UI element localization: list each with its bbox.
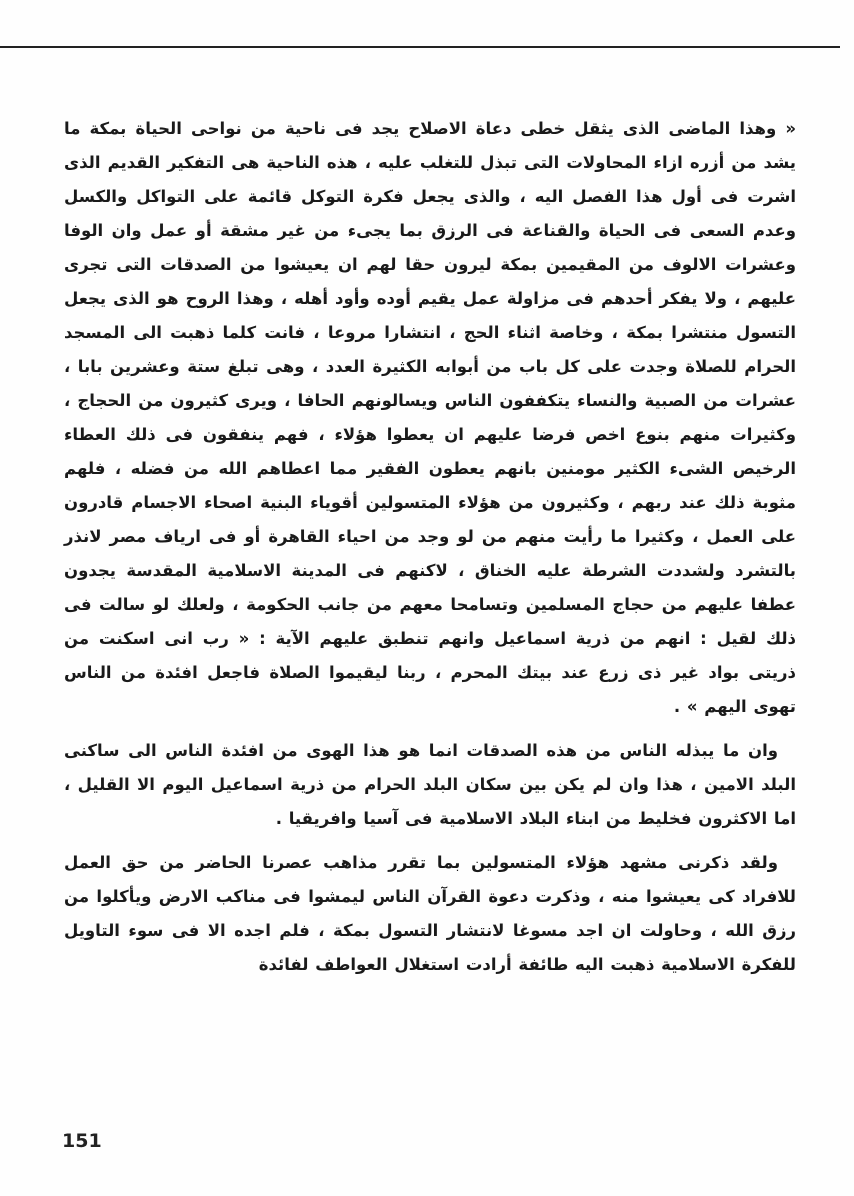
page-number: 151 [62,1130,102,1152]
paragraph-1: « وهذا الماضى الذى يثقل خطى دعاة الاصلاح يجد فى ناحية من نواحى الحياة بمكة ما يشد من أزره ازاء المحاولات التى تبذل للتغلب عليه ، هذه الناحية هى التفكير القديم الذى اشرت فى أول هذا الفصل اليه ، والذى يجعل فكرة التوكل قائمة على التواكل والكسل وعدم السعى فى الحياة والقناعة فى الرزق بما يجىء من غير مشقة أو عمل وان الوفا وعشرات الالوف من المقيمين بمكة ليرون حقا لهم ان يعيشوا من الصدقات التى تجرى عليهم ، ولا يفكر أحدهم فى مزاولة عمل يقيم أوده وأود أهله ، وهذا الروح هو الذى يجعل التسول منتشرا بمكة ، وخاصة اثناء الحج ، انتشارا مروعا ، فانت كلما ذهبت الى المسجد الحرام للصلاة وجدت على كل باب من أبوابه الكثيرة العدد ، وهى تبلغ ستة وعشرين بابا ، عشرات من الصبية والنساء يتكففون الناس ويسالونهم الحافا ، ويرى كثيرون من الحجاج ، وكثيرات منهم بنوع اخص فرضا عليهم ان يعطوا هؤلاء ، فهم ينفقون فى ذلك العطاء الرخيص الشىء الكثير مومنين بانهم يعطون الفقير مما اعطاهم الله من فضله ، فلهم مثوبة ذلك عند ربهم ، وكثيرون من هؤلاء المتسولين أقوياء البنية اصحاء الاجسام قادرون على العمل ، وكثيرا ما رأيت منهم من لو وجد من احياء القاهرة أو فى ارياف مصر لانذر بالتشرد ولشددت الشرطة عليه الخناق ، لاكنهم فى المدينة الاسلامية المقدسة يجدون عطفا عليهم من حجاج المسلمين وتسامحا معهم من جانب الحكومة ، ولعلك لو سالت فى ذلك لقيل : انهم من ذرية اسماعيل وانهم تنطبق عليهم الآية : « رب انى اسكنت من ذريتى بواد غير ذى زرع عند بيتك المحرم ، ربنا ليقيموا الصلاة فاجعل افئدة من الناس تهوى اليهم » . [64,119,796,716]
paragraph-3: ولقد ذكرنى مشهد هؤلاء المتسولين بما تقرر مذاهب عصرنا الحاضر من حق العمل للافراد كى يعيشوا منه ، وذكرت دعوة القرآن الناس ليمشوا فى مناكب الارض ويأكلوا من رزق الله ، وحاولت ان اجد مسوغا لانتشار التسول بمكة ، فلم اجده الا فى سوء التاويل للفكرة الاسلامية ذهبت اليه طائفة أرادت استغلال العواطف لفائدة [64,853,796,974]
body-text [64,112,796,982]
header-rule [0,46,840,48]
paragraph-2: وان ما يبذله الناس من هذه الصدقات انما هو هذا الهوى من افئدة الناس الى ساكنى البلد الامين ، هذا وان لم يكن بين سكان البلد الحرام من ذرية اسماعيل اليوم الا القليل ، اما الاكثرون فخليط من ابناء البلاد الاسلامية فى آسيا وافريقيا . [64,741,796,828]
